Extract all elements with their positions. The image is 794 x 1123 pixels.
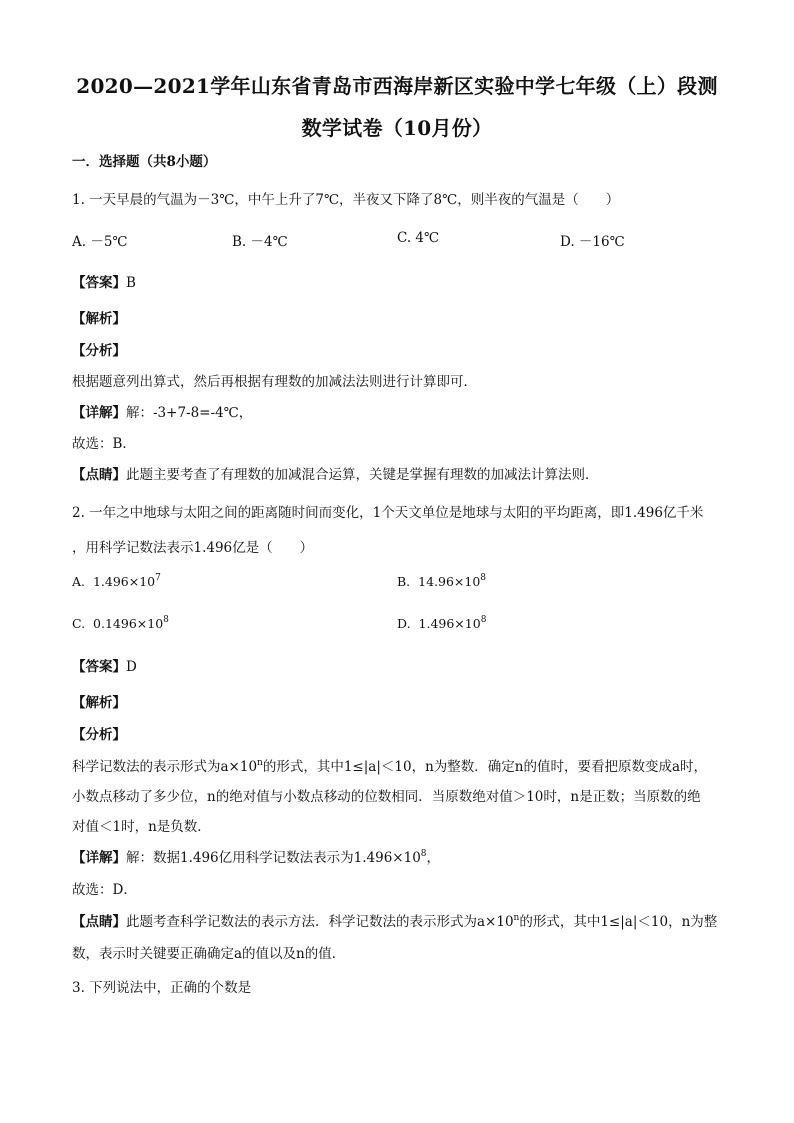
q2-fenxi-line1: 科学记数法的表示形式为$a\times 10^n$的形式，其中1≤|a|＜10，n为整数．确定n的值时，要看把原数变成a时， [72,758,708,775]
q1-answer [72,271,136,291]
q1-comment [72,463,599,483]
q2-option-a: A. $1.496\times 10^7$ [72,573,161,589]
q2-choose: 故选：D． [72,882,137,898]
q2-fenxi-tag: 【分析】 [72,727,126,743]
q2-option-c: C. $0.1496\times 10^8$ [72,615,169,631]
q1-stem: 1. 一天早晨的气温为－3℃，中午上升了7℃，半夜又下降了8℃，则半夜的气温是（ ） [72,192,620,208]
comment-text: 此题主要考查了有理数的加减混合运算，关键是掌握有理数的加减法计算法则． [126,467,599,483]
q2-fenxi-line3: 对值＜1时，n是负数． [72,819,211,835]
q1-fenxi-text: 根据题意列出算式，然后再根据有理数的加减法法则进行计算即可． [72,374,477,390]
q2-detail: 【详解】解：数据1.496亿用科学记数法表示为$1.496\times 10^8$， [72,849,441,866]
q1-choose: 故选：B． [72,436,136,452]
comment-tag: 【点睛】 [72,467,126,483]
q2-comment-line2: 数，表示时关键要正确确定a的值以及n的值． [72,946,346,962]
q1-option-a: A. －5℃ [72,234,128,250]
q3-stem: 3. 下列说法中，正确的个数是 [72,980,252,996]
q2-analysis-tag: 【解析】 [72,695,126,711]
answer-value: D [126,659,137,675]
page-title-line1: 2020—2021学年山东省青岛市西海岸新区实验中学七年级（上）段测 [76,74,718,98]
q1-option-c: C. 4℃ [397,230,440,246]
detail-tag: 【详解】 [72,850,126,866]
comment-tag: 【点睛】 [72,914,126,930]
q2-fenxi-line2: 小数点移动了多少位，n的绝对值与小数点移动的位数相同．当原数绝对值＞10时，n是正数；当原数的绝 [72,789,701,805]
q2-option-d: D. $1.496\times 10^8$ [397,615,487,631]
q2-stem-line1: 2. 一年之中地球与太阳之间的距离随时间而变化，1个天文单位是地球与太阳的平均距离，即1.496亿千米 [72,505,704,521]
answer-tag: 【答案】 [72,659,126,675]
section-heading: 一．选择题（共8小题） [72,154,217,170]
detail-text: 解：-3+7-8=-4℃， [126,405,253,421]
q1-option-d: D. －16℃ [560,234,625,250]
q1-option-b: B. －4℃ [232,234,288,250]
q1-detail [72,401,252,421]
q2-answer [72,655,137,675]
detail-tag: 【详解】 [72,405,126,421]
q2-stem-line2: ，用科学记数法表示1.496亿是（ ） [72,540,314,556]
answer-value: B [126,275,136,291]
q2-comment-line1: 【点睛】此题考查科学记数法的表示方法．科学记数法的表示形式为$a\times 10^n$的形式，其中1≤|a|＜10，n为整 [72,913,718,930]
q1-analysis-tag: 【解析】 [72,311,126,327]
q1-fenxi-tag: 【分析】 [72,343,126,359]
q2-option-b: B. $14.96\times 10^8$ [397,573,487,589]
answer-tag: 【答案】 [72,275,126,291]
page-title-line2: 数学试卷（10月份） [301,116,493,140]
